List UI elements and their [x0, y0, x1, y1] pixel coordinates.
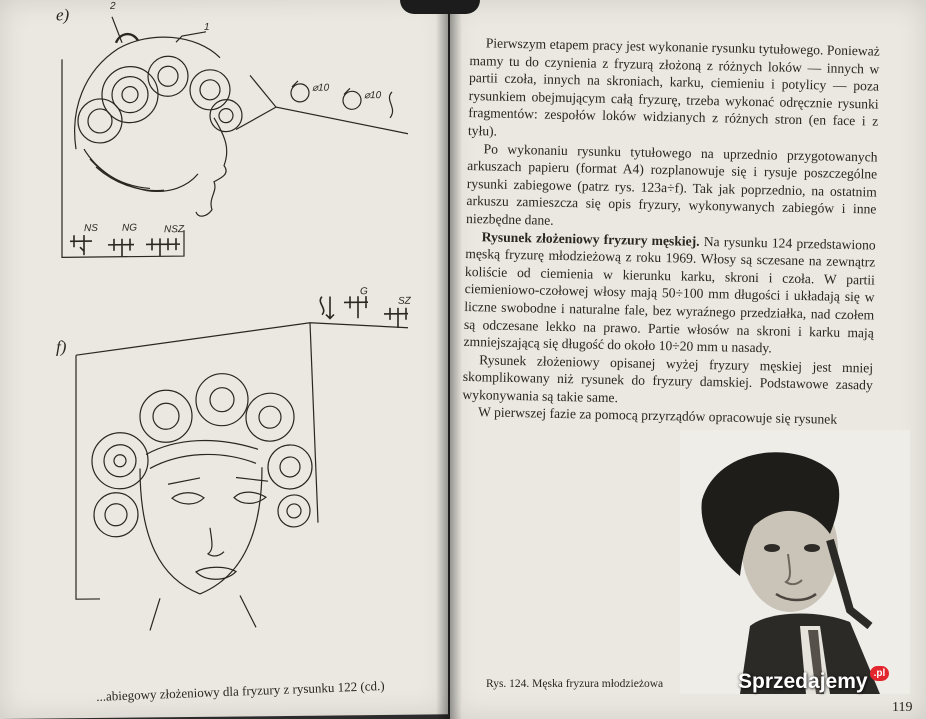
- page-number: 119: [892, 700, 913, 715]
- callout-1: 1: [204, 21, 210, 33]
- symbol-sz: SZ: [398, 295, 411, 307]
- symbol-nsz: NSZ: [164, 224, 184, 236]
- watermark-text: Sprzedajemy: [738, 670, 868, 693]
- portrait-photo: [680, 430, 910, 694]
- top-shadow: [400, 0, 480, 14]
- left-figure-caption: ...abiegowy złożeniowy dla fryzury z rysunku 122 (cd.): [96, 677, 385, 704]
- paragraph-2: Po wykonaniu rysunku tytułowego na uprzednio przygotowanych arkuszach papieru (format A4) rozplanowuje się i rysuje poszczególne rysunki zabiegowe (patrz rys. 123a÷f). Tak jak poprzednio, na ostatnim arkuszu zamieszcza się opis fryzury, wykonywanych zabiegów i inne niezbędne dane.: [465, 140, 878, 228]
- paragraph-1: Pierwszym etapem pracy jest wykonanie rysunku tytułowego. Ponieważ mamy tu do czynienia z fryzurą złożoną z różnych loków — innych w partii czoła, innych na skroniach, karku, ciemieniu i potylicy — poza rysunkiem obejmującym całą fryzurę, trzeba wykonać odręcznie rysunki fragmentów: zespołów loków widzianych z różnych stron (en face i z tyłu).: [467, 35, 880, 139]
- figure-f-curls: [92, 373, 312, 537]
- profile-face-line: [196, 118, 227, 217]
- left-page: [0, 0, 448, 719]
- photo-caption: Rys. 124. Męska fryzura młodzieżowa: [486, 678, 664, 690]
- figure-f-face: [140, 467, 268, 630]
- paragraph-3-lead: Rysunek złożeniowy fryzury męskiej.: [481, 228, 700, 249]
- figure-f-letter: f): [56, 337, 67, 357]
- paragraph-3: Rysunek złożeniowy fryzury męskiej. Na rysunku 124 przedstawiono męską fryzurę młodzieżową z roku 1969. Włosy są sczesane na zewnątrz koliście od ciemienia w kierunku karku, skroni i czoła. W partii ciemieniowo-czołowej włosy mają 50÷100 mm długości i układają się w liczne swobodne i naturalne fale, bez wyraźnego przedziałka, nad czołem są odczesane lekko na prawo. Partie włosów na skroni i karku mają zmniejszającą się długość do około 10÷20 mm u nasady.: [463, 228, 876, 356]
- symbol-ng: NG: [122, 222, 137, 234]
- symbol-g: G: [360, 286, 368, 298]
- curl-label-1: ⌀10: [312, 82, 330, 94]
- hair-illustrations: [0, 0, 448, 719]
- paragraph-5: W pierwszej fazie za pomocą przyrządów opracowuje się rysunek: [477, 404, 838, 428]
- callout-2: 2: [110, 0, 116, 12]
- portrait-drawing: [680, 430, 910, 694]
- symbol-ns: NS: [84, 222, 98, 235]
- book-gutter: [436, 0, 462, 719]
- watermark-logo: [738, 670, 889, 700]
- body-text: [462, 34, 880, 430]
- figure-e-direction-symbols: [70, 234, 180, 257]
- figure-e-letter: e): [56, 5, 70, 25]
- paragraph-4: Rysunek złożeniowy opisanej wyżej fryzury męskiej jest mniej skomplikowany niż rysunek do fryzury damskiej. Podstawowe zasady wykonywania są takie same.: [462, 351, 874, 406]
- watermark-badge: .pl: [870, 666, 890, 681]
- curl-label-2: ⌀10: [364, 90, 382, 102]
